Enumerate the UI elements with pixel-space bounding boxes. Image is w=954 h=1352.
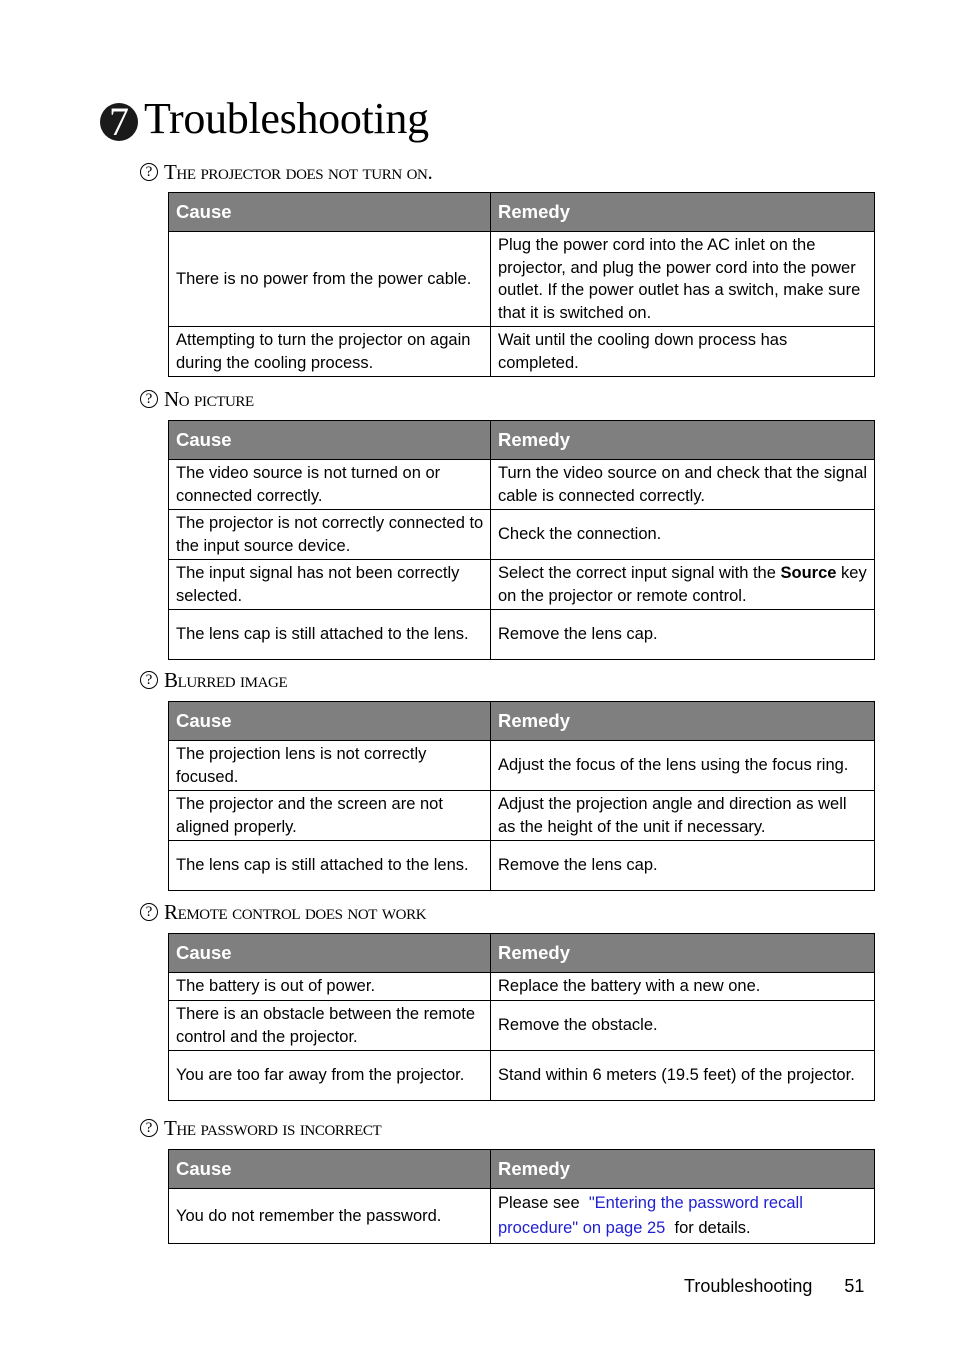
table-header-row bbox=[169, 421, 875, 460]
table-header-row bbox=[169, 1150, 875, 1189]
table-header-row bbox=[169, 702, 875, 741]
header-remedy: Remedy bbox=[491, 193, 875, 232]
header-cause: Cause bbox=[169, 1150, 491, 1189]
section-heading-no-picture bbox=[140, 386, 254, 412]
cause-cell: You are too far away from the projector. bbox=[169, 1051, 491, 1101]
remedy-cell: Replace the battery with a new one. bbox=[491, 973, 875, 1001]
table-row bbox=[169, 327, 875, 377]
cause-cell: The projection lens is not correctly focused. bbox=[169, 741, 491, 791]
section-title: Blurred image bbox=[164, 667, 288, 692]
table-blurred-image bbox=[168, 701, 875, 891]
cause-cell: The projector and the screen are not aligned properly. bbox=[169, 791, 491, 841]
section-title: The password is incorrect bbox=[164, 1115, 382, 1140]
remedy-cell bbox=[491, 1189, 875, 1244]
header-remedy: Remedy bbox=[491, 421, 875, 460]
source-key-label: Source bbox=[780, 564, 837, 582]
cause-cell: There is no power from the power cable. bbox=[169, 232, 491, 327]
table-row bbox=[169, 1051, 875, 1101]
header-cause: Cause bbox=[169, 193, 491, 232]
remedy-cell: Check the connection. bbox=[491, 510, 875, 560]
section-title: No picture bbox=[164, 386, 254, 411]
header-remedy: Remedy bbox=[491, 702, 875, 741]
remedy-cell: Remove the obstacle. bbox=[491, 1001, 875, 1051]
table-row bbox=[169, 973, 875, 1001]
chapter-heading bbox=[100, 92, 429, 144]
header-cause: Cause bbox=[169, 702, 491, 741]
table-row bbox=[169, 741, 875, 791]
cause-cell: The video source is not turned on or connected correctly. bbox=[169, 460, 491, 510]
table-row bbox=[169, 560, 875, 610]
table-header-row bbox=[169, 934, 875, 973]
chapter-number-badge: 7 bbox=[100, 103, 138, 141]
cause-cell: There is an obstacle between the remote control and the projector. bbox=[169, 1001, 491, 1051]
table-row bbox=[169, 610, 875, 660]
table-row bbox=[169, 1189, 875, 1244]
table-row bbox=[169, 841, 875, 891]
header-remedy: Remedy bbox=[491, 934, 875, 973]
header-cause: Cause bbox=[169, 934, 491, 973]
question-icon: ? bbox=[140, 163, 158, 181]
remedy-cell bbox=[491, 560, 875, 610]
remedy-cell: Remove the lens cap. bbox=[491, 610, 875, 660]
remedy-cell: Adjust the focus of the lens using the focus ring. bbox=[491, 741, 875, 791]
remedy-cell: Stand within 6 meters (19.5 feet) of the projector. bbox=[491, 1051, 875, 1101]
remedy-text: key on the projector or remote control. bbox=[498, 564, 867, 605]
section-heading-remote-control bbox=[140, 899, 426, 925]
table-no-picture bbox=[168, 420, 875, 660]
table-remote-control bbox=[168, 933, 875, 1101]
table-row bbox=[169, 510, 875, 560]
question-icon: ? bbox=[140, 390, 158, 408]
remedy-cell: Turn the video source on and check that the signal cable is connected correctly. bbox=[491, 460, 875, 510]
section-title: The projector does not turn on. bbox=[164, 159, 433, 184]
section-heading-blurred-image bbox=[140, 667, 287, 693]
cause-cell: You do not remember the password. bbox=[169, 1189, 491, 1244]
page-number: 51 bbox=[844, 1276, 865, 1296]
question-icon: ? bbox=[140, 1119, 158, 1137]
cause-cell: The projector is not correctly connected to the input source device. bbox=[169, 510, 491, 560]
remedy-text: for details. bbox=[674, 1219, 751, 1237]
cause-cell: The lens cap is still attached to the lens. bbox=[169, 610, 491, 660]
table-password bbox=[168, 1149, 875, 1244]
cause-cell: The input signal has not been correctly selected. bbox=[169, 560, 491, 610]
footer-label: Troubleshooting bbox=[684, 1276, 813, 1296]
header-remedy: Remedy bbox=[491, 1150, 875, 1189]
cause-cell: The lens cap is still attached to the lens. bbox=[169, 841, 491, 891]
table-row bbox=[169, 232, 875, 327]
cause-cell: Attempting to turn the projector on again during the cooling process. bbox=[169, 327, 491, 377]
page-footer bbox=[684, 1276, 864, 1297]
table-row bbox=[169, 791, 875, 841]
password-recall-link[interactable]: "Entering the password recall procedure" on page 25 bbox=[498, 1194, 803, 1237]
question-icon: ? bbox=[140, 903, 158, 921]
table-row bbox=[169, 460, 875, 510]
remedy-text: Select the correct input signal with the bbox=[498, 564, 776, 582]
remedy-cell: Remove the lens cap. bbox=[491, 841, 875, 891]
chapter-title: Troubleshooting bbox=[144, 93, 429, 143]
remedy-cell: Wait until the cooling down process has completed. bbox=[491, 327, 875, 377]
question-icon: ? bbox=[140, 671, 158, 689]
remedy-cell: Plug the power cord into the AC inlet on the projector, and plug the power cord into the power outlet. If the power outlet has a switch, make sure that it is switched on. bbox=[491, 232, 875, 327]
remedy-cell: Adjust the projection angle and direction as well as the height of the unit if necessary. bbox=[491, 791, 875, 841]
section-heading-password bbox=[140, 1115, 381, 1141]
table-row bbox=[169, 1001, 875, 1051]
remedy-text: Please see bbox=[498, 1194, 580, 1212]
section-title: Remote control does not work bbox=[164, 899, 427, 924]
header-cause: Cause bbox=[169, 421, 491, 460]
section-heading-no-power bbox=[140, 159, 432, 185]
table-no-power bbox=[168, 192, 875, 377]
table-header-row bbox=[169, 193, 875, 232]
cause-cell: The battery is out of power. bbox=[169, 973, 491, 1001]
